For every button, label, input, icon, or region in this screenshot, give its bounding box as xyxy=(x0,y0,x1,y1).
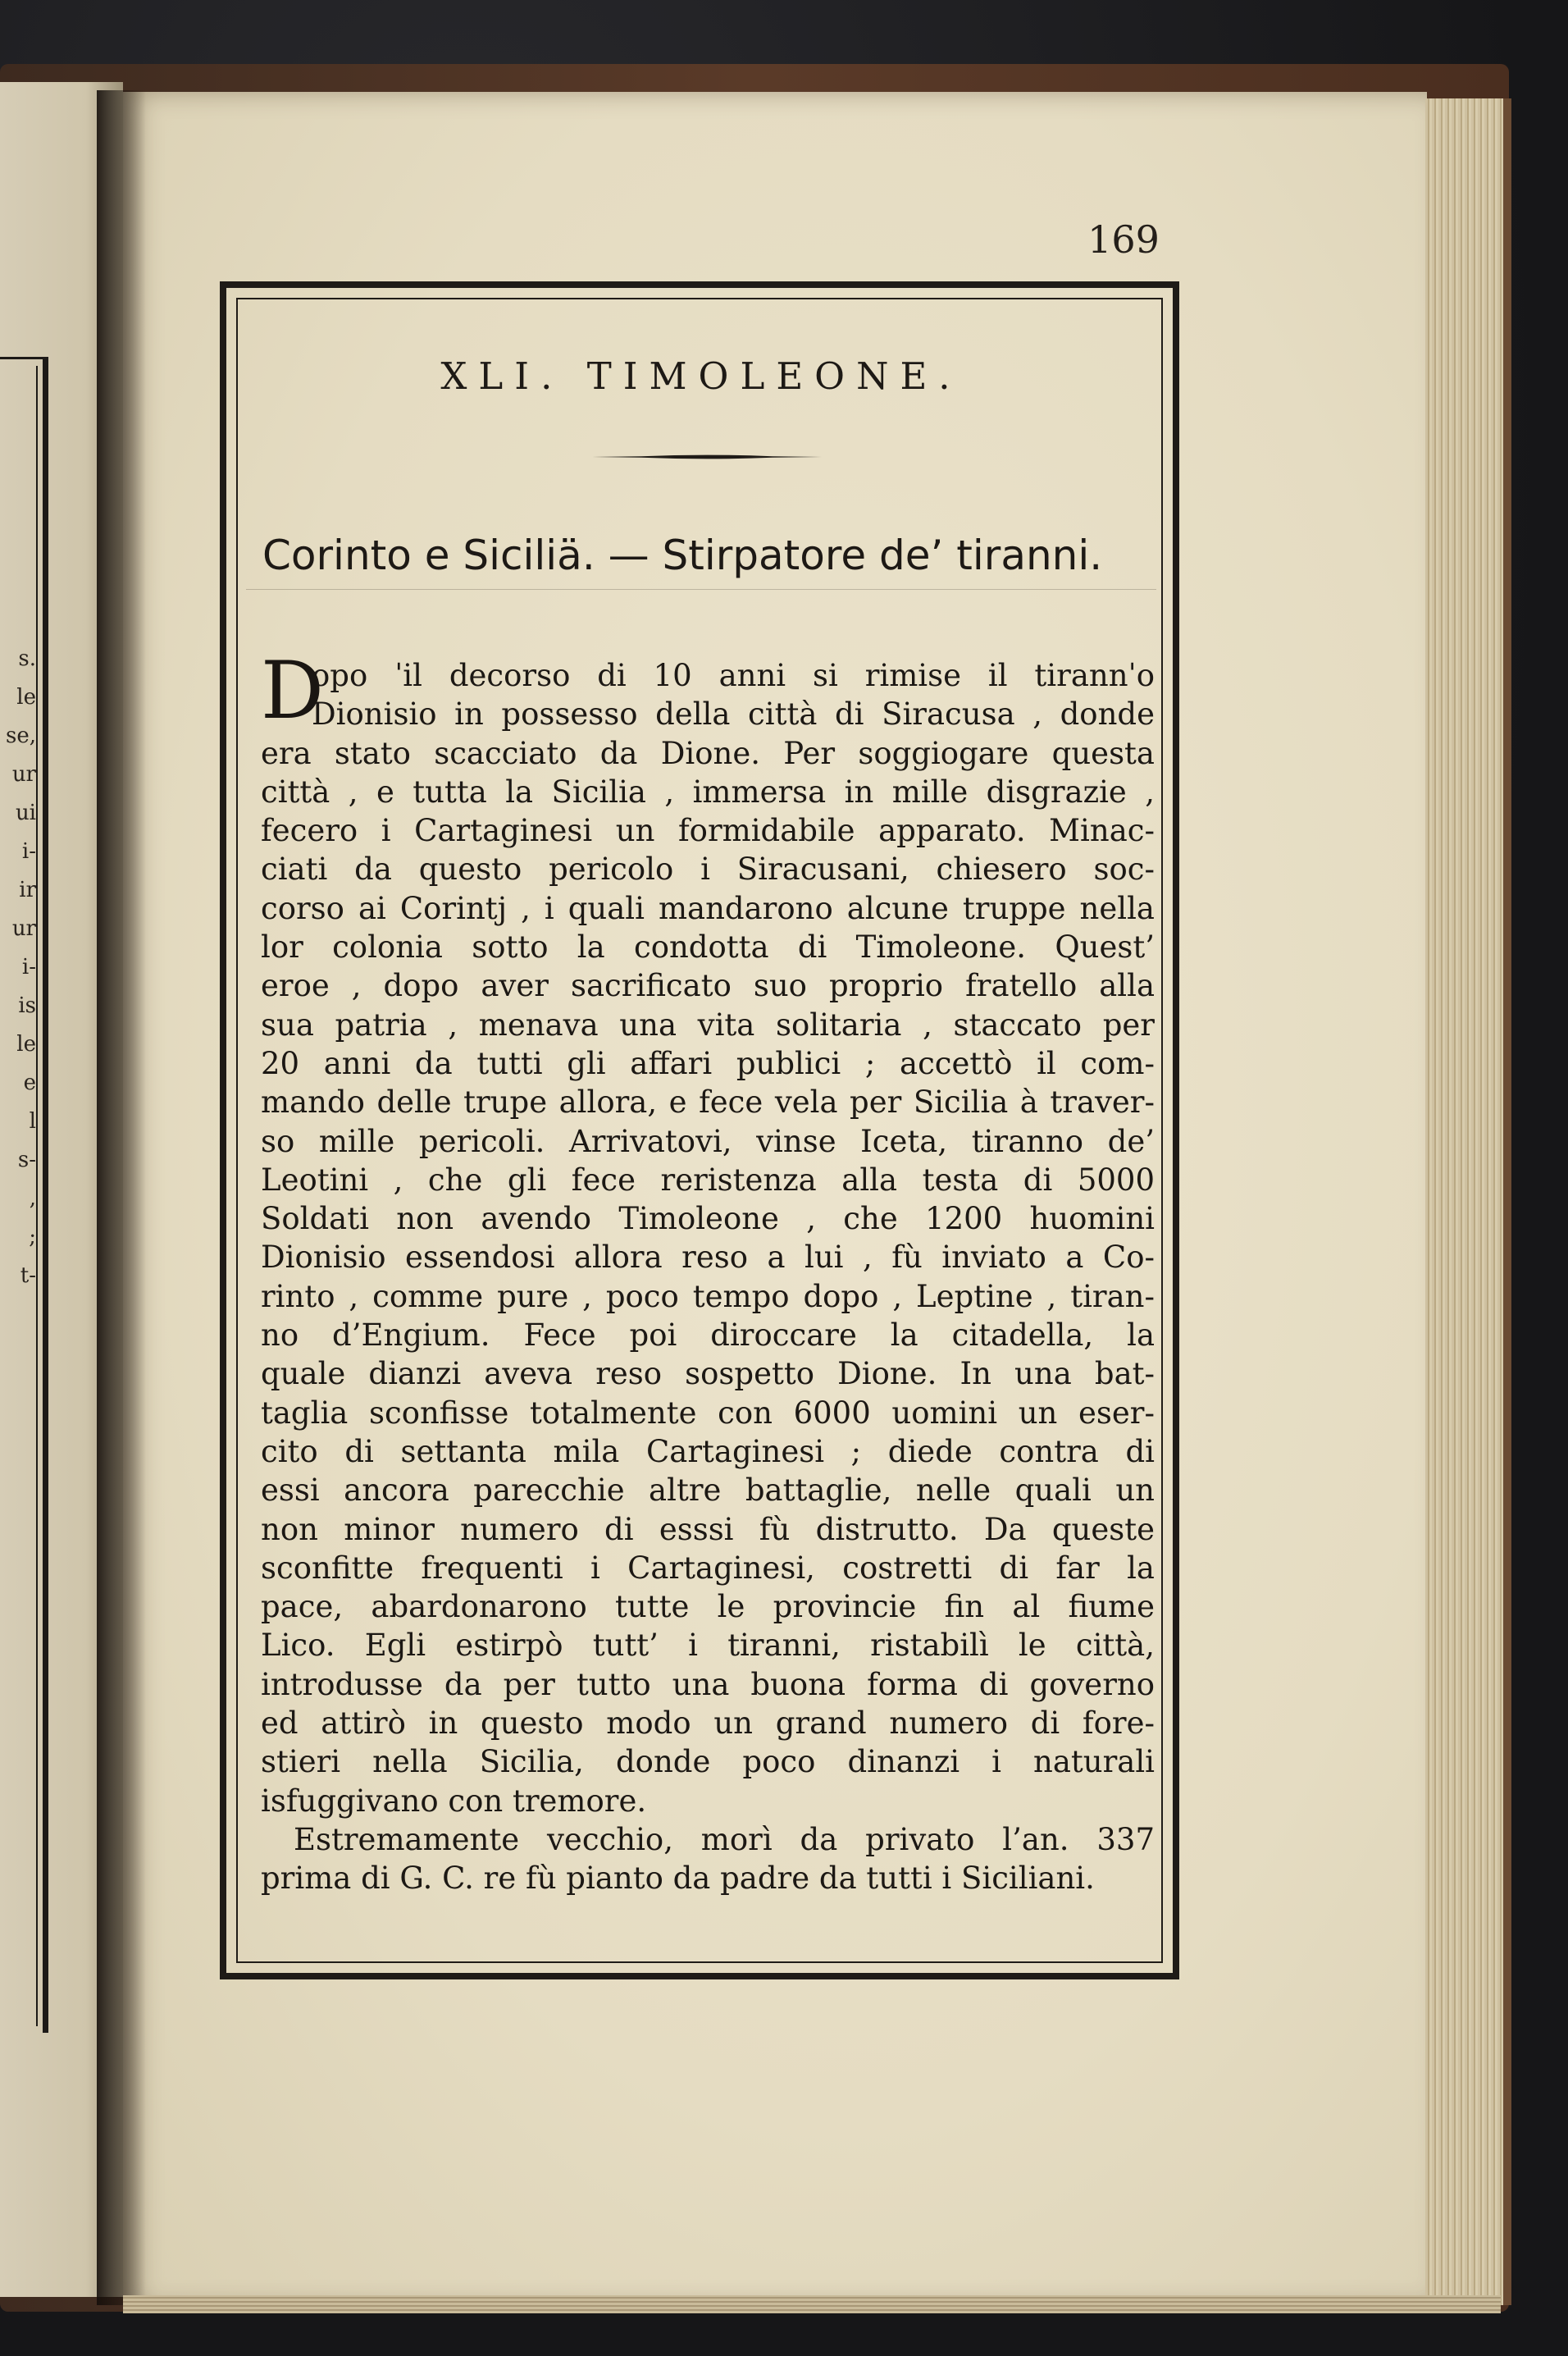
body-line: ed attirò in questo modo un grand numero di fore- xyxy=(261,1705,1155,1742)
facing-page-fragment: ur xyxy=(11,762,36,787)
spine-shadow xyxy=(97,90,146,2305)
page-fore-edge xyxy=(1425,98,1511,2305)
body-line: taglia sconfisse totalmente con 6000 uomini un eser- xyxy=(261,1395,1155,1431)
body-line: Lico. Egli estirpò tutt’ i tiranni, ristabilì le città, xyxy=(261,1628,1155,1664)
facing-page-fragment: , xyxy=(29,1186,36,1211)
body-line: mando delle trupe allora, e fece vela per Sicilia à traver- xyxy=(261,1084,1155,1121)
body-line: Estremamente vecchio, morì da privato l’an. 337 xyxy=(294,1821,1155,1857)
body-line: prima di G. C. re fù pianto da padre da tutti i Siciliani. xyxy=(261,1861,1095,1897)
facing-page-fragment: ui xyxy=(15,801,36,825)
body-line: opo ˈil decorso di 10 anni si rimise il tirannˈo xyxy=(312,658,1155,693)
body-line: Leotini , che gli fece reristenza alla testa di 5000 xyxy=(261,1162,1155,1198)
facing-page-fragment: ; xyxy=(29,1225,36,1249)
body-line: so mille pericoli. Arrivatovi, vinse Iceta, tiranno de’ xyxy=(261,1123,1155,1159)
facing-page-fragment: le xyxy=(16,685,36,710)
body-line: sconfitte frequenti i Cartaginesi, costretti di far la xyxy=(261,1550,1155,1586)
facing-page-fragment: s- xyxy=(17,1148,36,1172)
body-line: fecero i Cartaginesi un formidabile apparato. Minac- xyxy=(261,813,1155,849)
drop-cap: D xyxy=(261,645,324,737)
facing-page-text-fragments xyxy=(3,640,36,1295)
body-line: stieri nella Sicilia, donde poco dinanzi i naturali xyxy=(261,1744,1155,1780)
page-bottom-edge xyxy=(123,2295,1501,2313)
body-line: quale dianzi aveva reso sospetto Dione. In una bat- xyxy=(261,1356,1155,1392)
body-line: corso ai Corintj , i quali mandarono alcune truppe nella xyxy=(261,890,1155,926)
body-line: no d’Engium. Fece poi diroccare la citadella, la xyxy=(261,1317,1155,1354)
body-line: pace, abardonarono tutte le provincie fin al fiume xyxy=(261,1589,1155,1625)
chapter-title: XLI. TIMOLEONE. xyxy=(440,354,962,398)
body-text xyxy=(261,645,1155,1898)
body-line: introdusse da per tutto una buona forma di governo xyxy=(261,1666,1155,1702)
facing-page-fragment: is xyxy=(18,993,36,1018)
body-line: isfuggivano con tremore. xyxy=(261,1783,647,1819)
facing-page-fragment: e xyxy=(23,1071,36,1095)
facing-page-fragment: i- xyxy=(21,955,36,979)
facing-page-fragment: se, xyxy=(6,724,36,748)
body-line: sua patria , menava una vita solitaria , staccato per xyxy=(261,1007,1155,1043)
body-line: non minor numero di esssi fù distrutto. Da queste xyxy=(261,1511,1155,1547)
subtitle-divider xyxy=(246,589,1156,590)
body-line: ciati da questo pericolo i Siracusani, chiesero soc- xyxy=(261,852,1155,888)
body-line: eroe , dopo aver sacrificato suo proprio fratello alla xyxy=(261,968,1155,1004)
body-line: era stato scacciato da Dione. Per soggiogare questa xyxy=(261,735,1155,771)
facing-page-fragment: i- xyxy=(21,839,36,864)
body-line: Dionisio in possesso della città di Siracusa , donde xyxy=(312,696,1155,733)
facing-page-fragment: l xyxy=(29,1109,36,1134)
facing-page-fragment: ur xyxy=(11,916,36,941)
body-line: città , e tutta la Sicilia , immersa in mille disgrazie , xyxy=(261,774,1155,810)
body-line: 20 anni da tutti gli affari publici ; accettò il com- xyxy=(261,1045,1155,1081)
body-line: Soldati non avendo Timoleone , che 1200 huomini xyxy=(261,1201,1155,1237)
facing-page-fragment: s. xyxy=(18,646,36,671)
body-line: essi ancora parecchie altre battaglie, nelle quali un xyxy=(261,1472,1155,1509)
facing-page-fragment: le xyxy=(16,1032,36,1057)
body-line: cito di settanta mila Cartaginesi ; diede contra di xyxy=(261,1433,1155,1469)
title-ornament-rule xyxy=(592,453,822,461)
facing-page-fragment: ir xyxy=(19,878,36,902)
chapter-subtitle: Corinto e Siciliä. — Stirpatore de’ tiranni. xyxy=(262,532,1103,579)
facing-page-fragment: t- xyxy=(20,1263,36,1288)
body-line: lor colonia sotto la condotta di Timoleone. Quest’ xyxy=(261,929,1155,966)
body-line: rinto , comme pure , poco tempo dopo , Leptine , tiran- xyxy=(261,1278,1155,1314)
page-number: 169 xyxy=(1087,217,1160,262)
body-line: Dionisio essendosi allora reso a lui , fù inviato a Co- xyxy=(261,1240,1155,1276)
